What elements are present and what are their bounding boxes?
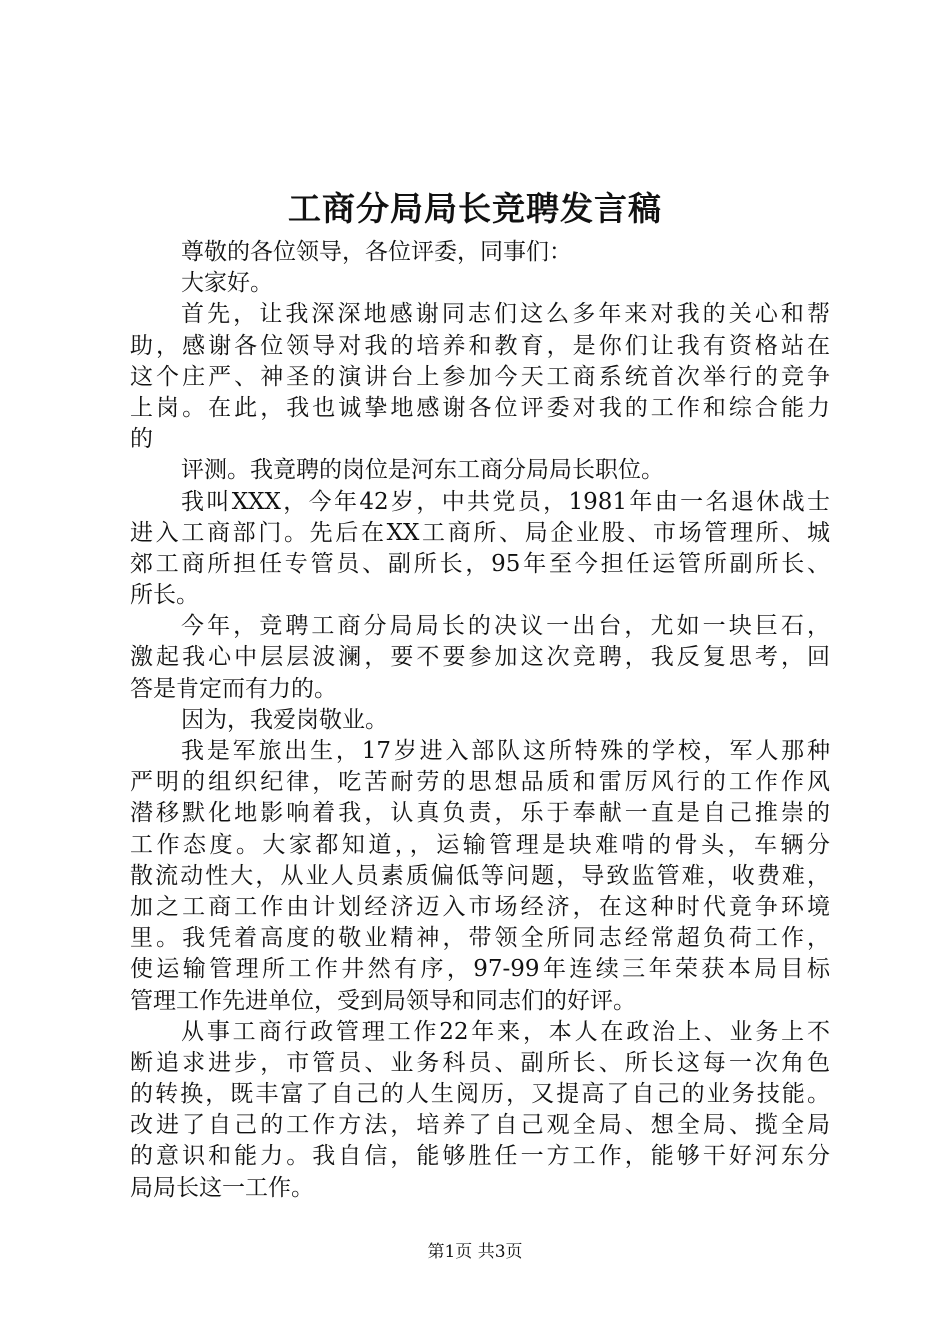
body-text-line: 局局长这一工作。 — [130, 1174, 314, 1201]
body-text-line: 的 — [130, 426, 153, 453]
body-text-line: 进入工商部门。先后在XX工商所、局企业股、市场管理所、城 — [130, 519, 830, 546]
body-text-line: 改进了自己的工作方法，培养了自己观全局、想全局、揽全局 — [130, 1112, 830, 1139]
body-text-line: 的转换，既丰富了自己的人生阅历，又提高了自己的业务技能。 — [130, 1081, 830, 1108]
body-text-line: 我是军旅出生，17岁进入部队这所特殊的学校，军人那种 — [181, 738, 830, 764]
body-text-line: 评测。我竟聘的岗位是河东工商分局局长职位。 — [181, 457, 664, 484]
body-text-line: 散流动性大，从业人员素质偏低等问题，导致监管难，收费难， — [130, 862, 830, 889]
body-text-line: 管理工作先进单位，受到局领导和同志们的好评。 — [130, 987, 636, 1014]
body-text-line: 里。我凭着高度的敬业精神，带领全所同志经常超负荷工作， — [130, 925, 830, 952]
body-text-line: 答是肯定而有力的。 — [130, 675, 337, 702]
body-text-line: 因为，我爱岗敬业。 — [181, 706, 388, 733]
body-text-line: 潜移默化地影响着我，认真负责，乐于奉献一直是自己推崇的 — [130, 800, 830, 827]
body-text-line: 这个庄严、神圣的演讲台上参加今天工商系统首次举行的竞争 — [130, 363, 830, 390]
body-text-line: 上岗。在此，我也诚挚地感谢各位评委对我的工作和综合能力 — [130, 394, 830, 421]
document-title: 工商分局局长竞聘发言稿 — [288, 189, 662, 228]
body-text-line: 工作态度。大家都知道，，运输管理是块难啃的骨头，车辆分 — [130, 831, 830, 858]
body-text-line: 使运输管理所工作井然有序，97-99年连续三年荣获本局目标 — [130, 956, 830, 983]
body-text-line: 严明的组织纪律，吃苦耐劳的思想品质和雷厉风行的工作作风 — [130, 769, 830, 796]
body-text-line: 首先，让我深深地感谢同志们这么多年来对我的关心和帮 — [181, 301, 830, 328]
body-text-line: 助，感谢各位领导对我的培养和教育，是你们让我有资格站在 — [130, 332, 830, 359]
body-text-line: 断追求进步，市管员、业务科员、副所长、所长这每一次角色 — [130, 1049, 830, 1076]
body-text-line: 郊工商所担任专管员、副所长，95年至今担任运管所副所长、 — [130, 550, 830, 577]
body-text-line: 从事工商行政管理工作22年来，本人在政治上、业务上不 — [181, 1018, 830, 1045]
page-footer: 第1页 共3页 — [427, 1242, 523, 1262]
body-text-line: 激起我心中层层波澜，要不要参加这次竞聘，我反复思考，回 — [130, 644, 830, 671]
body-text-line: 的意识和能力。我自信，能够胜任一方工作，能够干好河东分 — [130, 1143, 830, 1170]
body-text-line: 今年，竞聘工商分局局长的决议一出台，尤如一块巨石， — [181, 613, 830, 640]
body-text-line: 大家好。 — [181, 270, 273, 297]
body-text-line: 加之工商工作由计划经济迈入市场经济，在这种时代竟争环境 — [130, 893, 830, 920]
document-body — [130, 237, 830, 1204]
body-text-line: 尊敬的各位领导，各位评委，同事们： — [181, 239, 572, 265]
body-text-line: 所长。 — [130, 582, 199, 609]
body-text-line: 我叫XXX，今年42岁，中共党员，1981年由一名退休战士 — [181, 488, 830, 515]
